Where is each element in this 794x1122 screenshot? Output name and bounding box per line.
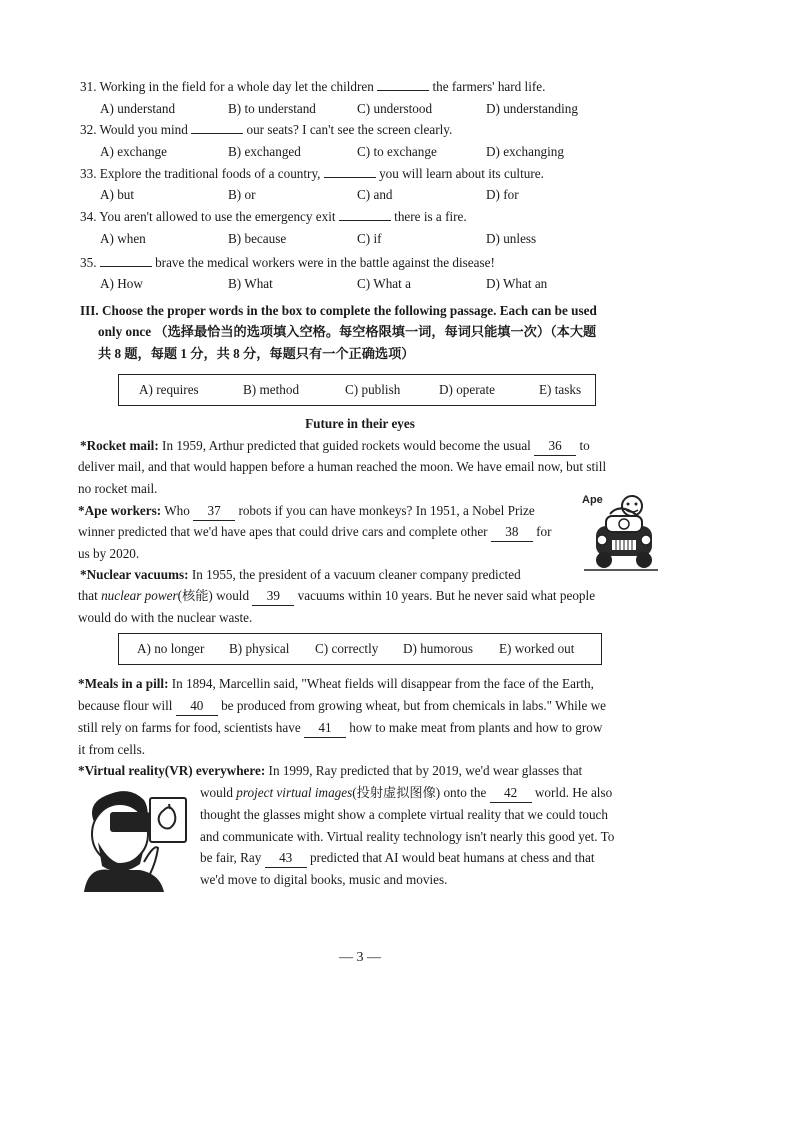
meals-pill-line4: it from cells. <box>78 742 146 757</box>
question-stem: Working in the field for a whole day let the children <box>99 79 374 94</box>
option-a[interactable]: A) How <box>100 276 143 291</box>
vr-line3: thought the glasses might show a complete virtual reality that we could touch <box>200 807 608 822</box>
blank-43[interactable]: 43 <box>265 849 307 868</box>
word-option: A) requires <box>139 382 199 397</box>
section-heading-line2 <box>98 323 596 341</box>
paragraph-text: vacuums within 10 years. But he never said what people <box>297 588 596 603</box>
word-option: A) no longer <box>137 641 205 656</box>
blank-40[interactable]: 40 <box>176 697 218 716</box>
ape-workers-line1 <box>78 502 535 521</box>
paragraph-label: *Virtual reality(VR) everywhere: <box>78 763 266 778</box>
option-b[interactable]: B) because <box>228 231 287 246</box>
answer-blank[interactable] <box>324 177 376 178</box>
option-b[interactable]: B) What <box>228 276 273 291</box>
answer-blank[interactable] <box>191 133 243 134</box>
word-option: E) worked out <box>499 641 575 656</box>
question-number: 31. <box>80 79 97 94</box>
nuclear-vacuums-line1 <box>80 566 521 584</box>
rocket-mail-line1 <box>80 437 590 456</box>
answer-blank[interactable] <box>339 220 391 221</box>
word-box-1 <box>118 374 596 406</box>
paragraph-text: (投射虚拟图像) onto the <box>352 785 487 800</box>
option-c[interactable]: C) and <box>357 187 393 202</box>
word-option: C) publish <box>345 382 401 397</box>
italic-term: project virtual images <box>236 785 353 800</box>
paragraph-text: robots if you can have monkeys? In 1951, a Nobel Prize <box>238 503 535 518</box>
word-option: B) method <box>243 382 300 397</box>
blank-37[interactable]: 37 <box>193 502 235 521</box>
vr-line5 <box>200 849 595 868</box>
question-number: 33. <box>80 166 97 181</box>
question-32 <box>80 121 452 139</box>
word-option: D) operate <box>439 382 496 397</box>
question-stem-end: you will learn about its culture. <box>379 166 544 181</box>
option-c[interactable]: C) What a <box>357 276 411 291</box>
section-heading-line3: 共 8 题，每题 1 分，共 8 分，每题只有一个正确选项） <box>98 346 415 361</box>
option-d[interactable]: D) What an <box>486 276 548 291</box>
meals-pill-line3 <box>78 719 602 738</box>
ape-workers-line2 <box>78 523 552 542</box>
paragraph-text: that <box>78 588 98 603</box>
italic-term: nuclear power <box>101 588 178 603</box>
answer-blank[interactable] <box>377 90 429 91</box>
page-number: — 3 — <box>339 950 381 965</box>
paragraph-text: Who <box>164 503 190 518</box>
meals-pill-line2 <box>78 697 606 716</box>
paragraph-text: In 1894, Marcellin said, "Wheat fields will disappear from the face of the Earth, <box>171 676 594 691</box>
question-number: 32. <box>80 122 97 137</box>
option-b[interactable]: B) exchanged <box>228 144 301 159</box>
paragraph-text: world. He also <box>534 785 613 800</box>
section-heading: III. Choose the proper words in the box to complete the following passage. Each can be used <box>80 303 597 318</box>
paragraph-text: winner predicted that we'd have apes that could drive cars and complete other <box>78 524 488 539</box>
heading-text-cn: （选择最恰当的选项填入空格。每空格限填一词，每词只能填一次）（本大题 <box>154 324 597 339</box>
paragraph-text: because flour will <box>78 698 173 713</box>
option-a[interactable]: A) exchange <box>100 144 167 159</box>
paragraph-text: to <box>579 438 590 453</box>
question-stem: You aren't allowed to use the emergency exit <box>99 209 336 224</box>
vr-line6: we'd move to digital books, music and movies. <box>200 872 448 887</box>
question-stem-end: our seats? I can't see the screen clearly. <box>246 122 453 137</box>
paragraph-label: *Nuclear vacuums: <box>80 567 189 582</box>
question-stem-end: the farmers' hard life. <box>432 79 546 94</box>
blank-36[interactable]: 36 <box>534 437 576 456</box>
rocket-mail-line3: no rocket mail. <box>78 481 158 496</box>
blank-38[interactable]: 38 <box>491 523 533 542</box>
vr-line2 <box>200 784 612 803</box>
blank-39[interactable]: 39 <box>252 587 294 606</box>
ape-car-illustration <box>580 492 660 574</box>
option-d[interactable]: D) understanding <box>486 101 578 116</box>
vr-man-illustration <box>80 782 192 892</box>
option-b[interactable]: B) or <box>228 187 256 202</box>
question-stem: Would you mind <box>99 122 188 137</box>
paragraph-text: In 1999, Ray predicted that by 2019, we'd wear glasses that <box>268 763 583 778</box>
option-b[interactable]: B) to understand <box>228 101 316 116</box>
paragraph-label: *Ape workers: <box>78 503 162 518</box>
option-c[interactable]: C) to exchange <box>357 144 437 159</box>
paragraph-text: still rely on farms for food, scientists have <box>78 720 301 735</box>
ape-workers-line3: us by 2020. <box>78 546 140 561</box>
heading-text: only once <box>98 324 152 339</box>
paragraph-text: In 1959, Arthur predicted that guided rockets would become the usual <box>162 438 531 453</box>
option-d[interactable]: D) exchanging <box>486 144 564 159</box>
option-a[interactable]: A) when <box>100 231 146 246</box>
paragraph-text: In 1955, the president of a vacuum cleaner company predicted <box>191 567 521 582</box>
question-31 <box>80 78 545 96</box>
word-option: C) correctly <box>315 641 379 656</box>
question-34 <box>80 208 467 226</box>
word-box-2 <box>118 633 602 665</box>
vr-line4: and communicate with. Virtual reality technology isn't nearly this good yet. To <box>200 829 615 844</box>
nuclear-vacuums-line3: would do with the nuclear waste. <box>78 610 253 625</box>
paragraph-label: *Meals in a pill: <box>78 676 169 691</box>
option-d[interactable]: D) unless <box>486 231 537 246</box>
paragraph-text: (核能) would <box>177 588 250 603</box>
question-stem: Explore the traditional foods of a country, <box>99 166 321 181</box>
blank-41[interactable]: 41 <box>304 719 346 738</box>
option-a[interactable]: A) but <box>100 187 135 202</box>
meals-pill-line1 <box>78 675 594 693</box>
rocket-mail-line2: deliver mail, and that would happen before a human reached the moon. We have email now, but still <box>78 459 607 474</box>
blank-42[interactable]: 42 <box>490 784 532 803</box>
word-option: E) tasks <box>539 382 582 397</box>
question-stem-end: there is a fire. <box>394 209 467 224</box>
paragraph-label: *Rocket mail: <box>80 438 159 453</box>
question-35 <box>80 254 495 272</box>
paragraph-text: predicted that AI would beat humans at chess and that <box>309 850 595 865</box>
option-c[interactable]: C) understood <box>357 101 433 116</box>
question-number: 34. <box>80 209 97 224</box>
passage-title: Future in their eyes <box>305 416 415 431</box>
paragraph-text: would <box>200 785 233 800</box>
option-a[interactable]: A) understand <box>100 101 176 116</box>
nuclear-vacuums-line2 <box>78 587 595 606</box>
word-option: B) physical <box>229 641 290 656</box>
paragraph-text: be produced from growing wheat, but from chemicals in labs." While we <box>221 698 606 713</box>
paragraph-text: how to make meat from plants and how to grow <box>349 720 603 735</box>
option-d[interactable]: D) for <box>486 187 519 202</box>
option-c[interactable]: C) if <box>357 231 382 246</box>
ape-label: Ape <box>582 494 603 506</box>
vr-line1 <box>78 762 582 780</box>
question-33 <box>80 165 544 183</box>
paragraph-text: be fair, Ray <box>200 850 262 865</box>
answer-blank[interactable] <box>100 266 152 267</box>
question-number: 35. <box>80 255 97 270</box>
question-stem-end: brave the medical workers were in the battle against the disease! <box>155 255 495 270</box>
paragraph-text: for <box>536 524 552 539</box>
word-option: D) humorous <box>403 641 473 656</box>
